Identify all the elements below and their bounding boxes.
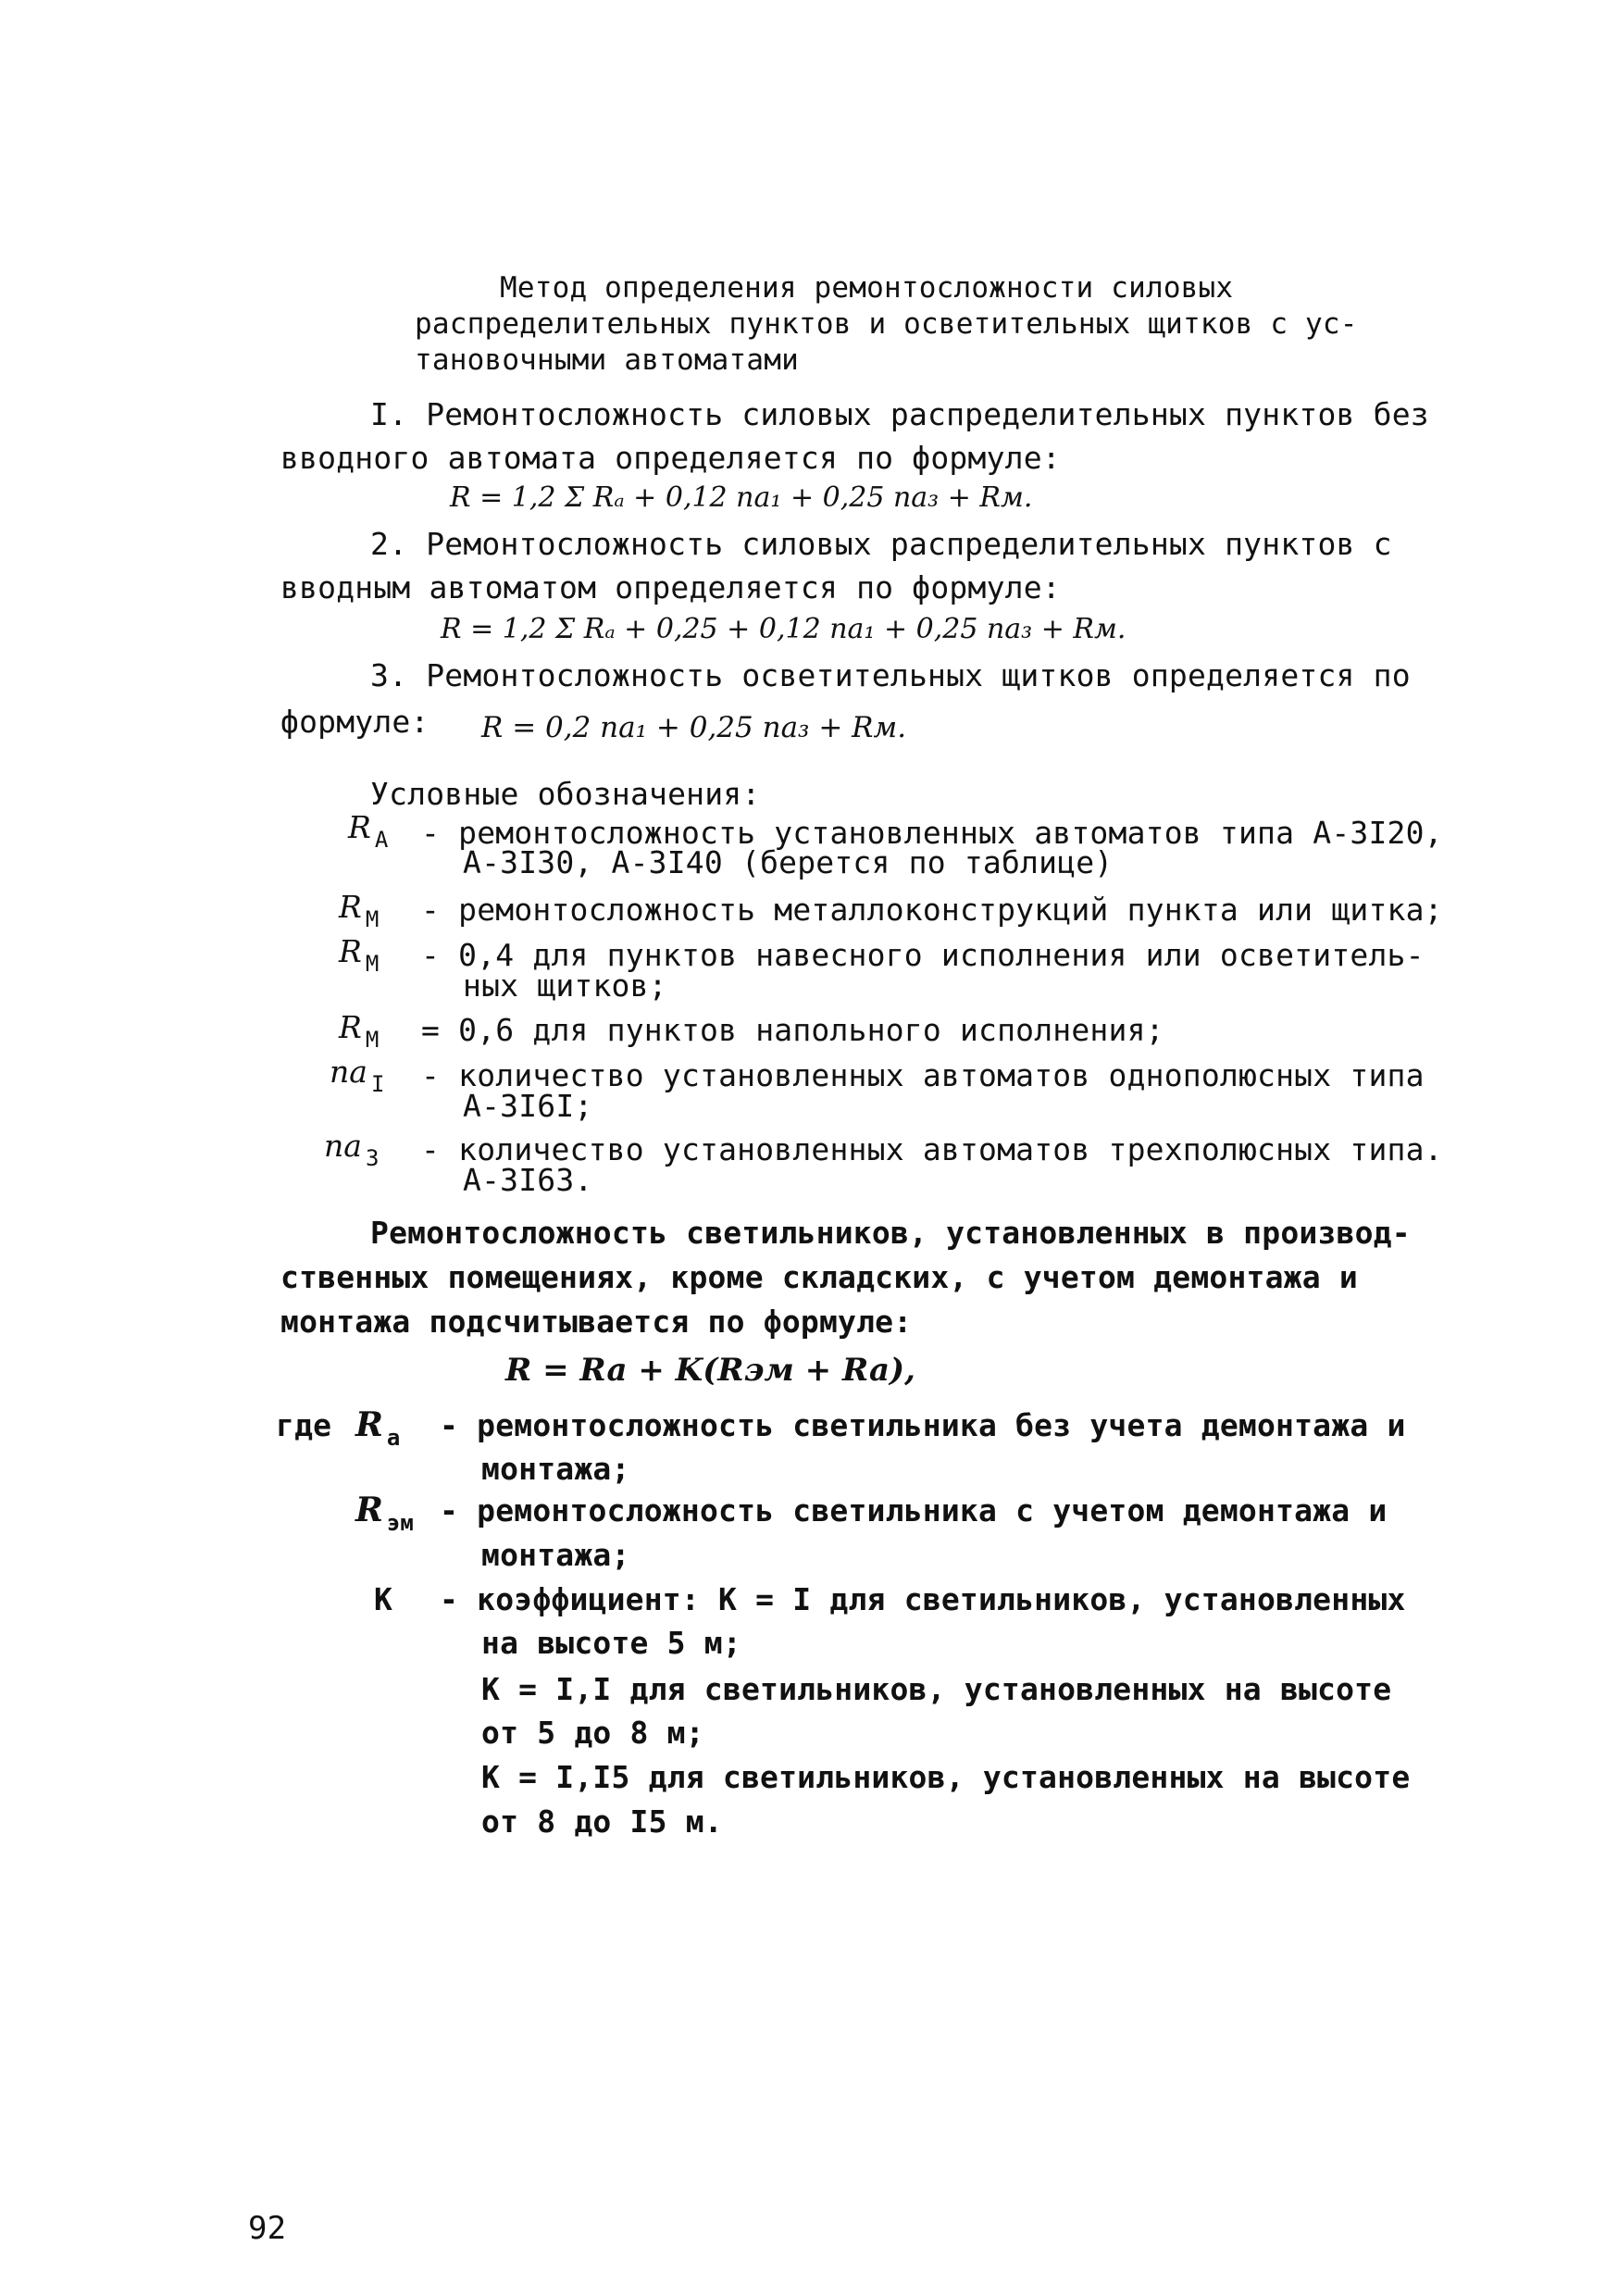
legend-symbol <box>330 1054 385 1097</box>
where-rem-line-2: монтажа; <box>481 1537 630 1573</box>
symbol-r: R <box>339 889 362 925</box>
symbol-subscript: 3 <box>365 1145 380 1171</box>
symbol-subscript: M <box>365 906 380 932</box>
symbol-subscript: I <box>370 1071 385 1097</box>
legend-item-line: А-3I6I; <box>463 1088 593 1124</box>
where-k-line-4: от 5 до 8 м; <box>481 1715 704 1751</box>
where-k-line-2: на высоте 5 м; <box>481 1625 741 1661</box>
p4-line-2: ственных помещениях, кроме складских, с учетом демонтажа и <box>280 1259 1358 1295</box>
p1-line-2: вводного автомата определяется по формуле: <box>280 440 1061 476</box>
legend-symbol <box>339 889 380 932</box>
title-line-2: распределительных пунктов и осветительных щитков с ус- <box>415 307 1358 341</box>
legend-item-line: ных щитков; <box>463 967 667 1004</box>
p3-line-1: 3. Ремонтосложность осветительных щитков определяется по <box>370 657 1411 693</box>
symbol-subscript: M <box>365 951 380 977</box>
legend-symbol <box>348 809 389 853</box>
legend-symbol <box>339 1009 380 1053</box>
symbol-subscript: эм <box>386 1510 414 1536</box>
legend-item-line: А-3I63. <box>463 1162 593 1198</box>
title-line-1: Метод определения ремонтосложности силовых <box>500 271 1234 305</box>
where-ra-line-2: монтажа; <box>481 1451 630 1487</box>
legend-item-line: - количество установленных автоматов однополюсных типа <box>421 1057 1425 1093</box>
symbol-r: R <box>339 933 362 969</box>
symbol-subscript: M <box>365 1027 380 1053</box>
symbol-r: R <box>355 1491 383 1529</box>
p1-line-1: I. Ремонтосложность силовых распределительных пунктов без <box>370 396 1429 432</box>
where-symbol-rem <box>355 1491 414 1536</box>
p4-formula: R = Ra + K(Rэм + Ra), <box>505 1352 915 1389</box>
legend-item-line: А-3I30, А-3I40 (берется по таблице) <box>463 844 1114 880</box>
legend-item-line: - количество установленных автоматов трехполюсных типа. <box>421 1131 1443 1167</box>
symbol-subscript: A <box>374 827 389 853</box>
symbol-r: R <box>355 1405 383 1444</box>
section-title <box>415 270 1433 379</box>
where-k-line-1: - коэффициент: К = I для светильников, установленных <box>440 1581 1406 1617</box>
title-line-3: тановочными автоматами <box>415 343 799 377</box>
symbol-na: na <box>330 1054 367 1090</box>
where-k-line-3: К = I,I для светильников, установленных на высоте <box>481 1671 1392 1707</box>
where-k-line-6: от 8 до I5 м. <box>481 1803 723 1840</box>
where-k-line-5: К = I,I5 для светильников, установленных на высоте <box>481 1759 1411 1795</box>
symbol-r: R <box>339 1009 362 1045</box>
symbol-subscript: a <box>386 1425 401 1451</box>
p2-line-2: вводным автоматом определяется по формуле: <box>280 569 1061 605</box>
symbol-na: na <box>324 1128 362 1164</box>
legend-symbol <box>339 933 380 977</box>
where-ra-line-1: - ремонтосложность светильника без учета демонтажа и <box>440 1407 1406 1443</box>
legend-item-line: - ремонтосложность металлоконструкций пункта или щитка; <box>421 892 1443 928</box>
where-label: где <box>276 1407 332 1443</box>
where-rem-line-1: - ремонтосложность светильника с учетом демонтажа и <box>440 1492 1388 1529</box>
p4-line-1: Ремонтосложность светильников, установленных в производ- <box>370 1215 1411 1251</box>
p1-formula: R = 1,2 Σ Rₐ + 0,12 na₁ + 0,25 na₃ + Rм. <box>450 481 1033 514</box>
legend-item-line: - 0,4 для пунктов навесного исполнения или осветитель- <box>421 937 1425 973</box>
legend-symbol <box>324 1128 380 1171</box>
symbol-r: R <box>348 809 371 845</box>
legend-item-line: - ремонтосложность установленных автоматов типа А-3I20, <box>421 815 1443 851</box>
p3-formula: R = 0,2 na₁ + 0,25 na₃ + Rм. <box>481 711 907 744</box>
where-symbol-ra <box>355 1405 401 1451</box>
legend-heading: Условные обозначения: <box>370 776 761 812</box>
p2-line-1: 2. Ремонтосложность силовых распределительных пунктов с <box>370 526 1392 562</box>
p3-line-2: формуле: <box>280 704 429 740</box>
page-number: 92 <box>248 2210 287 2247</box>
p2-formula: R = 1,2 Σ Rₐ + 0,25 + 0,12 na₁ + 0,25 na₃ + Rм. <box>441 613 1126 645</box>
where-k-symbol: К <box>374 1581 393 1617</box>
p4-line-3: монтажа подсчитывается по формуле: <box>280 1304 913 1340</box>
legend-item-line: = 0,6 для пунктов напольного исполнения; <box>421 1012 1164 1048</box>
